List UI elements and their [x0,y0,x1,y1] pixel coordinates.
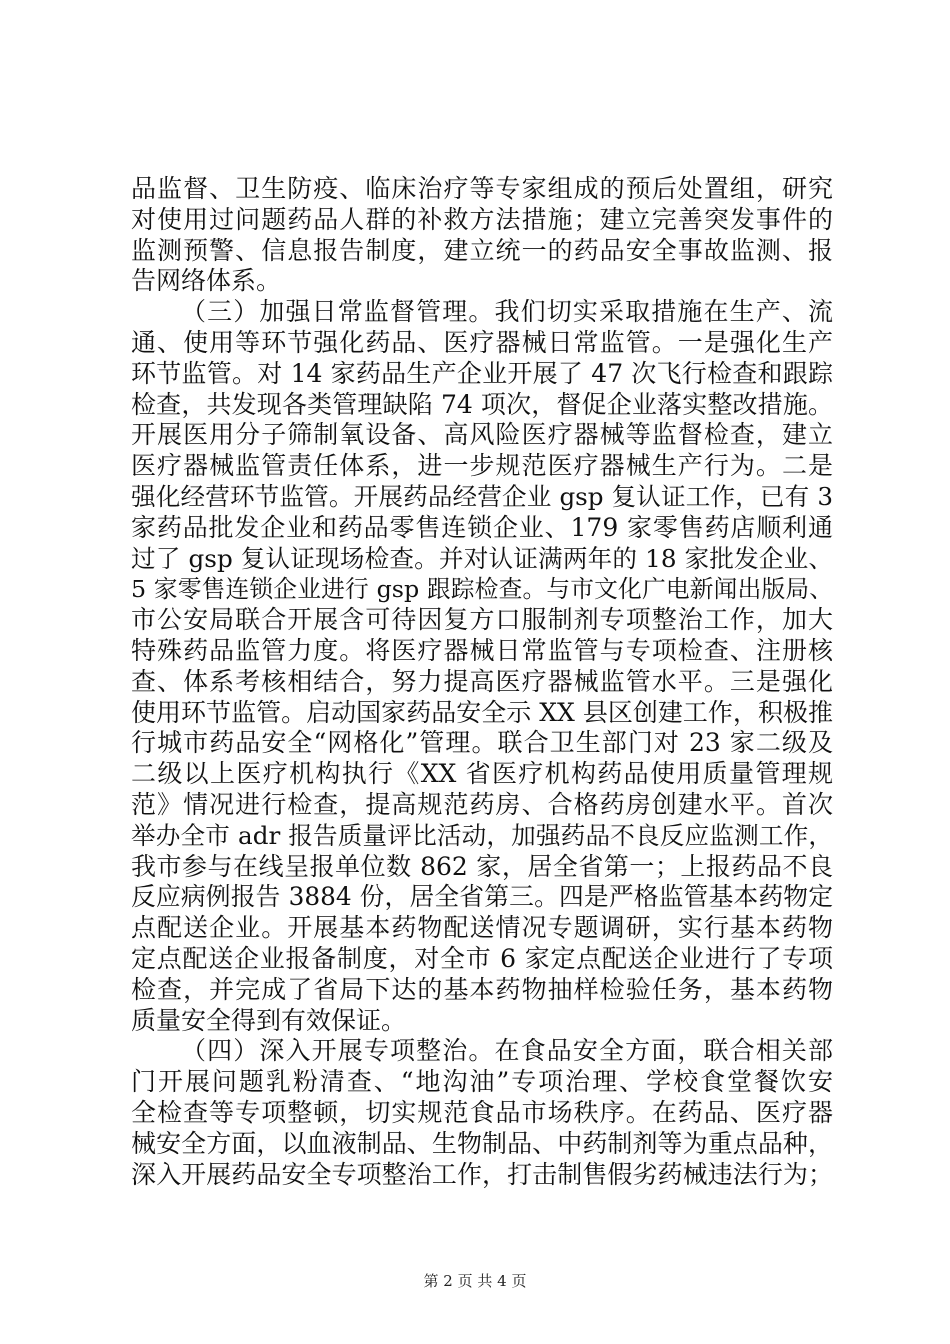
text-line: 举办全市 adr 报告质量评比活动，加强药品不良反应监测工作， [131,820,833,850]
text-line: 检查，并完成了省局下达的基本药物抽样检验任务，基本药物 [131,974,833,1004]
text-line: 点配送企业。开展基本药物配送情况专题调研，实行基本药物 [131,913,833,943]
text-line: 过了 gsp 复认证现场检查。并对认证满两年的 18 家批发企业、 [131,543,833,573]
text-line: 5 家零售连锁企业进行 gsp 跟踪检查。与市文化广电新闻出版局、 [131,575,833,604]
text-line: 特殊药品监管力度。将医疗器械日常监管与专项检查、注册核 [131,635,833,665]
text-line: 对使用过问题药品人群的补救方法措施；建立完善突发事件的 [131,204,833,234]
text-line: 我市参与在线呈报单位数 862 家，居全省第一；上报药品不良 [131,851,833,881]
text-line: 反应病例报告 3884 份，居全省第三。四是严格监管基本药物定 [131,882,833,912]
text-line: 监测预警、信息报告制度，建立统一的药品安全事故监测、报 [131,235,833,265]
text-line: 强化经营环节监管。开展药品经营企业 gsp 复认证工作，已有 3 [131,481,833,511]
text-line: 环节监管。对 14 家药品生产企业开展了 47 次飞行检查和跟踪 [131,358,833,388]
text-line: 定点配送企业报备制度，对全市 6 家定点配送企业进行了专项 [131,943,833,973]
text-line: 深入开展药品安全专项整治工作，打击制售假劣药械违法行为； [131,1159,833,1189]
text-line: 行城市药品安全“网格化”管理。联合卫生部门对 23 家二级及 [131,728,833,758]
page-number: 第 2 页 共 4 页 [423,1272,527,1290]
text-line: 查、体系考核相结合，努力提高医疗器械监管水平。三是强化 [131,666,833,696]
text-line: 开展医用分子筛制氧设备、高风险医疗器械等监督检查，建立 [131,420,833,450]
text-line: 家药品批发企业和药品零售连锁企业、179 家零售药店顺利通 [131,512,833,542]
text-line: 使用环节监管。启动国家药品安全示 XX 县区创建工作，积极推 [131,697,833,727]
text-line: 检查，共发现各类管理缺陷 74 项次，督促企业落实整改措施。 [131,389,833,419]
text-line: （四）深入开展专项整治。在食品安全方面，联合相关部 [181,1036,833,1066]
text-line: 通、使用等环节强化药品、医疗器械日常监管。一是强化生产 [131,327,833,357]
text-line: 范》情况进行检查，提高规范药房、合格药房创建水平。首次 [131,789,833,819]
text-line: 告网络体系。 [131,266,282,296]
text-line: 二级以上医疗机构执行《XX 省医疗机构药品使用质量管理规 [131,759,833,789]
text-line: 市公安局联合开展含可待因复方口服制剂专项整治工作，加大 [131,605,833,635]
text-line: 门开展问题乳粉清查、“地沟油”专项治理、学校食堂餐饮安 [131,1067,833,1097]
text-line: 品监督、卫生防疫、临床治疗等专家组成的预后处置组，研究 [131,174,833,203]
text-line: 械安全方面，以血液制品、生物制品、中药制剂等为重点品种， [131,1128,833,1158]
text-line: 全检查等专项整顿，切实规范食品市场秩序。在药品、医疗器 [131,1097,833,1127]
text-line: 医疗器械监管责任体系，进一步规范医疗器械生产行为。二是 [131,451,833,481]
text-line: 质量安全得到有效保证。 [131,1005,407,1035]
text-line: （三）加强日常监督管理。我们切实采取措施在生产、流 [181,297,833,327]
body-text [131,174,833,1190]
